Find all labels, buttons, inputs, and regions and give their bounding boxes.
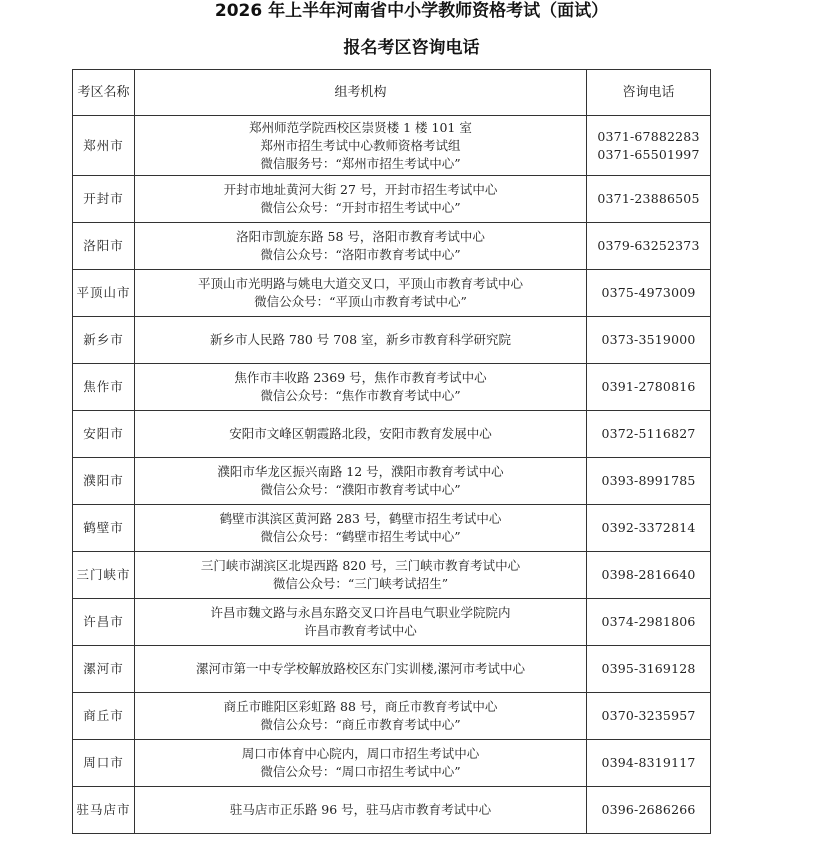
organizer-cell [135,364,587,411]
region-name-cell: 新乡市 [73,317,135,364]
organizer-line: 微信公众号：“焦作市教育考试中心” [260,388,461,403]
document-subtitle: 报名考区咨询电话 [343,38,480,58]
organizer-cell [135,458,587,505]
region-name-cell: 平顶山市 [73,270,135,317]
organizer-line: 微信公众号：“开封市招生考试中心” [260,200,461,215]
region-name-cell: 郑州市 [73,116,135,176]
organizer-cell [135,552,587,599]
organizer-line: 三门峡市湖滨区北堤西路 820 号，三门峡市教育考试中心 [200,558,521,573]
organizer-line: 郑州师范学院西校区崇贤楼 1 楼 101 室 [249,119,472,135]
table-row [73,740,711,787]
organizer-cell [135,116,587,176]
phone-number: 0398-2816640 [601,567,696,582]
organizer-cell [135,599,587,646]
exam-sites-table [72,69,711,834]
phone-number: 0395-3169128 [601,661,696,676]
region-name-cell: 安阳市 [73,411,135,458]
table-body [73,116,711,834]
phone-number: 0392-3372814 [601,520,696,535]
region-name-cell: 焦作市 [73,364,135,411]
phone-cell [587,223,711,270]
region-name-cell: 漯河市 [73,646,135,693]
organizer-line: 新乡市人民路 780 号 708 室，新乡市教育科学研究院 [209,332,512,347]
phone-cell [587,646,711,693]
organizer-line: 濮阳市华龙区振兴南路 12 号，濮阳市教育考试中心 [217,464,504,479]
organizer-cell [135,411,587,458]
phone-cell [587,317,711,364]
organizer-cell [135,223,587,270]
region-name-cell: 周口市 [73,740,135,787]
document-title: 2026 年上半年河南省中小学教师资格考试（面试） [214,1,609,21]
region-name-cell: 濮阳市 [73,458,135,505]
table-row [73,116,711,176]
phone-cell [587,270,711,317]
organizer-line: 许昌市魏文路与永昌东路交叉口许昌电气职业学院院内 [210,605,511,620]
organizer-line: 安阳市文峰区朝霞路北段，安阳市教育发展中心 [229,426,492,441]
organizer-line: 微信公众号：“平顶山市教育考试中心” [254,294,467,309]
organizer-line: 周口市体育中心院内，周口市招生考试中心 [241,746,480,761]
phone-number: 0374-2981806 [601,614,696,629]
phone-cell [587,599,711,646]
table-row [73,458,711,505]
organizer-line: 洛阳市凯旋东路 58 号，洛阳市教育考试中心 [236,229,485,244]
table-row [73,176,711,223]
phone-cell [587,552,711,599]
organizer-line: 焦作市丰收路 2369 号，焦作市教育考试中心 [234,370,487,385]
phone-number: 0371-65501997 [597,146,700,162]
region-name-cell: 鹤壁市 [73,505,135,552]
organizer-line: 微信公众号：“周口市招生考试中心” [260,764,461,779]
phone-number: 0372-5116827 [601,426,696,441]
phone-cell [587,364,711,411]
table-row [73,411,711,458]
organizer-cell [135,270,587,317]
phone-cell [587,176,711,223]
organizer-line: 微信公众号：“商丘市教育考试中心” [260,717,461,732]
table-row [73,599,711,646]
organizer-cell [135,505,587,552]
phone-number: 0379-63252373 [597,238,700,253]
organizer-line: 平顶山市光明路与姚电大道交叉口，平顶山市教育考试中心 [197,276,523,291]
header-phone: 咨询电话 [587,70,711,116]
table-row [73,552,711,599]
header-region: 考区名称 [73,70,135,116]
table-row [73,505,711,552]
organizer-line: 开封市地址黄河大街 27 号，开封市招生考试中心 [223,182,498,197]
phone-number: 0373-3519000 [601,332,696,347]
organizer-line: 商丘市睢阳区彩虹路 88 号，商丘市教育考试中心 [223,699,498,714]
organizer-cell [135,176,587,223]
phone-cell [587,116,711,176]
organizer-line: 微信公众号：“濮阳市教育考试中心” [260,482,461,497]
organizer-line: 微信服务号：“郑州市招生考试中心” [260,155,461,171]
table-header-row [73,70,711,116]
phone-number: 0371-23886505 [597,191,700,206]
phone-number: 0375-4973009 [601,285,696,300]
phone-number: 0393-8991785 [601,473,696,488]
organizer-cell [135,317,587,364]
organizer-line: 许昌市教育考试中心 [304,623,417,638]
region-name-cell: 开封市 [73,176,135,223]
table-row [73,693,711,740]
table-row [73,270,711,317]
header-organizer: 组考机构 [135,70,587,116]
phone-number: 0394-8319117 [601,755,696,770]
phone-cell [587,458,711,505]
table-row [73,364,711,411]
phone-cell [587,505,711,552]
phone-cell [587,740,711,787]
organizer-line: 微信公众号：“鹤壁市招生考试中心” [260,529,461,544]
organizer-cell [135,646,587,693]
organizer-line: 微信公众号：“洛阳市教育考试中心” [260,247,461,262]
table-row [73,223,711,270]
organizer-cell [135,740,587,787]
table-row [73,317,711,364]
phone-number: 0391-2780816 [601,379,696,394]
region-name-cell: 洛阳市 [73,223,135,270]
organizer-line: 漯河市第一中专学校解放路校区东门实训楼,漯河市考试中心 [196,661,525,676]
region-name-cell: 许昌市 [73,599,135,646]
organizer-line: 鹤壁市淇滨区黄河路 283 号，鹤壁市招生考试中心 [219,511,502,526]
table-row [73,646,711,693]
region-name-cell: 驻马店市 [73,787,135,834]
organizer-line: 驻马店市正乐路 96 号，驻马店市教育考试中心 [229,802,492,817]
phone-cell [587,787,711,834]
phone-cell [587,693,711,740]
phone-number: 0371-67882283 [597,128,700,144]
region-name-cell: 商丘市 [73,693,135,740]
organizer-cell [135,693,587,740]
organizer-line: 郑州市招生考试中心教师资格考试组 [260,137,461,153]
phone-number: 0370-3235957 [601,708,696,723]
phone-cell [587,411,711,458]
region-name-cell: 三门峡市 [73,552,135,599]
phone-number: 0396-2686266 [601,802,696,817]
table-row [73,787,711,834]
organizer-cell [135,787,587,834]
organizer-line: 微信公众号：“三门峡考试招生” [272,576,449,591]
